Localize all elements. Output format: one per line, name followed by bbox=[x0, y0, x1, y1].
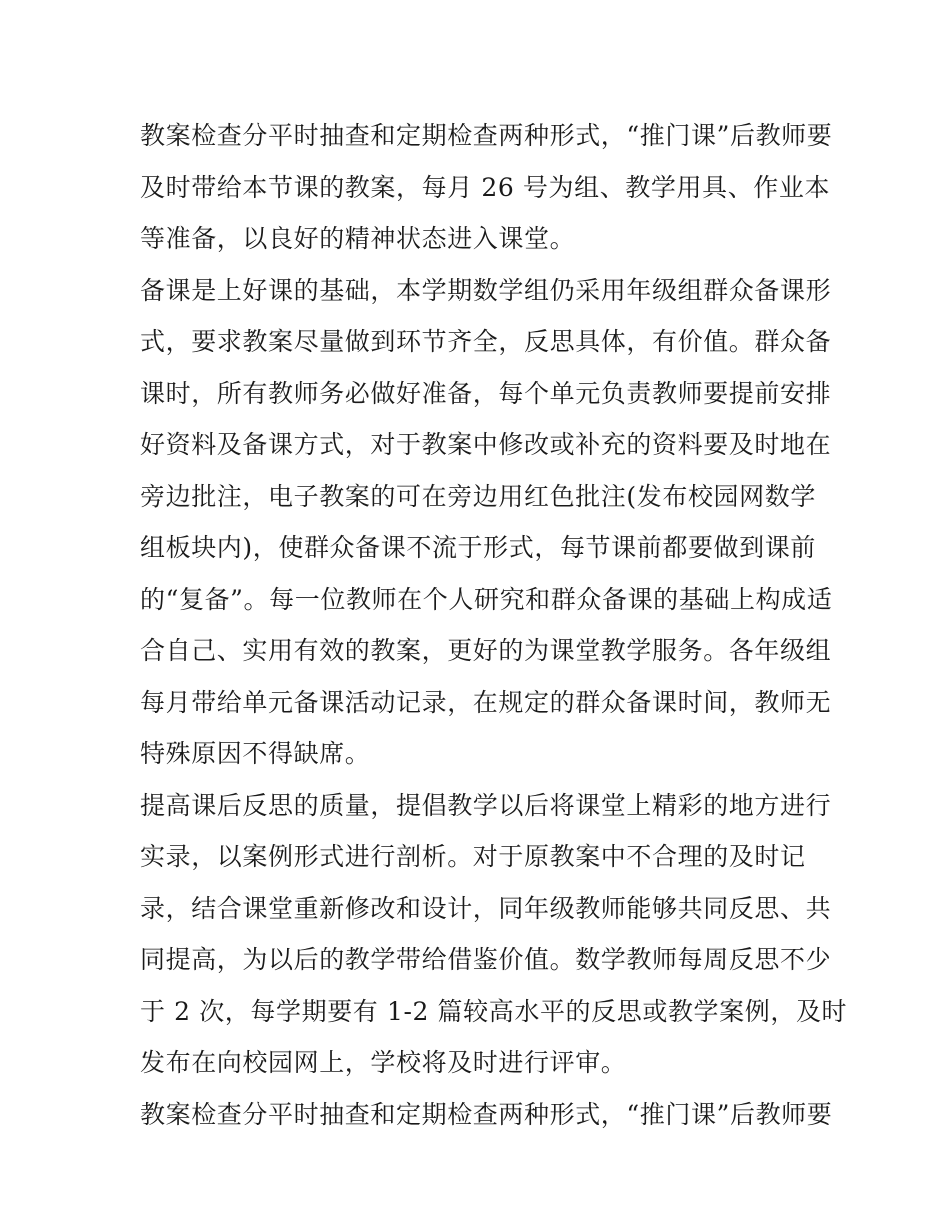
text-line: 录，结合课堂重新修改和设计，同年级教师能够共同反思、共 bbox=[140, 893, 832, 923]
text-line: 合自己、实用有效的教案，更好的为课堂教学服务。各年级组 bbox=[140, 636, 832, 665]
text-line: 特殊原因不得缺席。 bbox=[140, 739, 371, 768]
text-line: 实录，以案例形式进行剖析。对于原教案中不合理的及时记 bbox=[140, 842, 806, 871]
text-line: 发布在向校园网上，学校将及时进行评审。 bbox=[140, 1048, 627, 1077]
text-line: 的“复备”。每一位教师在个人研究和群众备课的基础上构成适 bbox=[140, 584, 833, 614]
text-line: 旁边批注，电子教案的可在旁边用红色批注(发布校园网数学 bbox=[140, 481, 816, 511]
text-line: 组板块内)，使群众备课不流于形式，每节课前都要做到课前 bbox=[140, 533, 816, 562]
text-line: 课时，所有教师务必做好准备，每个单元负责教师要提前安排 bbox=[140, 378, 832, 408]
text-line: 等准备，以良好的精神状态进入课堂。 bbox=[140, 224, 576, 253]
text-line: 备课是上好课的基础，本学期数学组仍采用年级组群众备课形 bbox=[140, 275, 832, 305]
document-body bbox=[140, 110, 848, 1140]
text-line: 教案检查分平时抽查和定期检查两种形式，“推门课”后教师要 bbox=[140, 121, 833, 150]
text-line: 同提高，为以后的教学带给借鉴价值。数学教师每周反思不少 bbox=[140, 945, 832, 974]
text-line: 提高课后反思的质量，提倡教学以后将课堂上精彩的地方进行 bbox=[140, 790, 832, 820]
text-line: 式，要求教案尽量做到环节齐全，反思具体，有价值。群众备 bbox=[140, 327, 832, 356]
text-line: 于 2 次，每学期要有 1-2 篇较高水平的反思或教学案例，及时 bbox=[140, 996, 848, 1026]
text-line: 教案检查分平时抽查和定期检查两种形式，“推门课”后教师要 bbox=[140, 1099, 833, 1129]
text-line: 好资料及备课方式，对于教案中修改或补充的资料要及时地在 bbox=[140, 430, 832, 459]
text-line: 及时带给本节课的教案，每月 26 号为组、教学用具、作业本 bbox=[140, 172, 831, 202]
text-line: 每月带给单元备课活动记录，在规定的群众备课时间，教师无 bbox=[140, 687, 832, 717]
